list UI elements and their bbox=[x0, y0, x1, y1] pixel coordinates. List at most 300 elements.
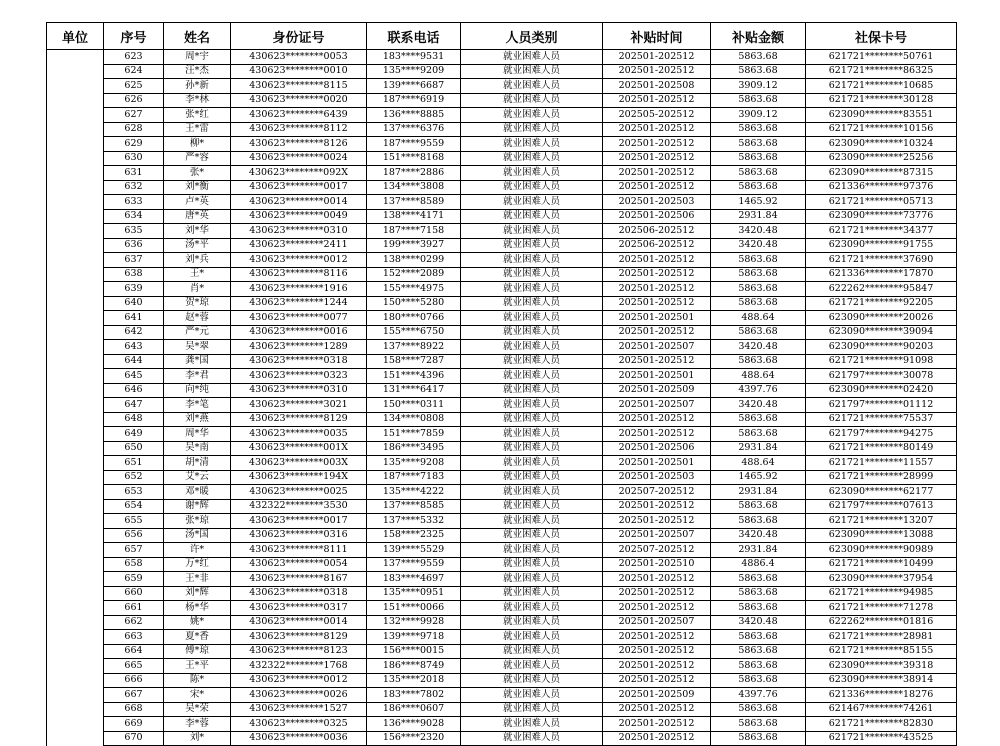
cell-category: 就业困难人员 bbox=[461, 108, 603, 123]
cell-category: 就业困难人员 bbox=[461, 137, 603, 152]
cell-id-number: 430623********0025 bbox=[231, 485, 367, 500]
cell-id-number: 430623********8116 bbox=[231, 267, 367, 282]
cell-subsidy-period: 202501-202512 bbox=[603, 93, 711, 108]
cell-social-card: 621721********10499 bbox=[806, 557, 957, 572]
cell-subsidy-period: 202501-202506 bbox=[603, 209, 711, 224]
cell-unit bbox=[47, 644, 104, 659]
cell-subsidy-period: 202501-202512 bbox=[603, 673, 711, 688]
cell-subsidy-period: 202501-202512 bbox=[603, 354, 711, 369]
table-row bbox=[47, 470, 957, 485]
cell-unit bbox=[47, 615, 104, 630]
cell-id-number: 430623********092X bbox=[231, 166, 367, 181]
cell-seq: 635 bbox=[104, 224, 164, 239]
table-row bbox=[47, 50, 957, 65]
cell-social-card: 623090********10324 bbox=[806, 137, 957, 152]
cell-phone: 134****3808 bbox=[367, 180, 461, 195]
cell-category: 就业困难人员 bbox=[461, 514, 603, 529]
cell-subsidy-period: 202501-202512 bbox=[603, 731, 711, 746]
cell-name: 严*容 bbox=[164, 151, 231, 166]
cell-unit bbox=[47, 441, 104, 456]
cell-seq: 663 bbox=[104, 630, 164, 645]
cell-unit bbox=[47, 50, 104, 65]
header-subsidy-amount: 补贴金额 bbox=[711, 23, 806, 50]
cell-unit bbox=[47, 485, 104, 500]
header-subsidy-period: 补贴时间 bbox=[603, 23, 711, 50]
cell-name: 万*红 bbox=[164, 557, 231, 572]
cell-seq: 632 bbox=[104, 180, 164, 195]
cell-social-card: 621721********37690 bbox=[806, 253, 957, 268]
cell-name: 傅*琼 bbox=[164, 644, 231, 659]
cell-subsidy-period: 202501-202512 bbox=[603, 166, 711, 181]
cell-phone: 135****9209 bbox=[367, 64, 461, 79]
cell-subsidy-period: 202501-202501 bbox=[603, 369, 711, 384]
cell-id-number: 430623********001X bbox=[231, 441, 367, 456]
cell-subsidy-period: 202501-202512 bbox=[603, 180, 711, 195]
cell-id-number: 430623********6439 bbox=[231, 108, 367, 123]
cell-phone: 135****9208 bbox=[367, 456, 461, 471]
cell-category: 就业困难人员 bbox=[461, 79, 603, 94]
cell-category: 就业困难人员 bbox=[461, 195, 603, 210]
cell-id-number: 430623********0317 bbox=[231, 601, 367, 616]
cell-seq: 657 bbox=[104, 543, 164, 558]
cell-social-card: 621721********94985 bbox=[806, 586, 957, 601]
cell-id-number: 430623********1527 bbox=[231, 702, 367, 717]
cell-phone: 151****7859 bbox=[367, 427, 461, 442]
cell-id-number: 430623********0310 bbox=[231, 383, 367, 398]
cell-subsidy-amount: 5863.68 bbox=[711, 572, 806, 587]
cell-category: 就业困难人员 bbox=[461, 557, 603, 572]
cell-id-number: 430623********0323 bbox=[231, 369, 367, 384]
cell-subsidy-amount: 5863.68 bbox=[711, 64, 806, 79]
cell-name: 赵*蓉 bbox=[164, 311, 231, 326]
cell-unit bbox=[47, 731, 104, 746]
cell-name: 刘*兵 bbox=[164, 253, 231, 268]
cell-category: 就业困难人员 bbox=[461, 702, 603, 717]
table-row bbox=[47, 79, 957, 94]
cell-phone: 138****4171 bbox=[367, 209, 461, 224]
cell-subsidy-amount: 3420.48 bbox=[711, 528, 806, 543]
table-row bbox=[47, 441, 957, 456]
cell-subsidy-period: 202501-202512 bbox=[603, 50, 711, 65]
cell-id-number: 430623********0017 bbox=[231, 180, 367, 195]
cell-unit bbox=[47, 470, 104, 485]
cell-social-card: 621721********82830 bbox=[806, 717, 957, 732]
cell-unit bbox=[47, 514, 104, 529]
cell-subsidy-period: 202501-202512 bbox=[603, 702, 711, 717]
cell-subsidy-period: 202501-202507 bbox=[603, 615, 711, 630]
cell-seq: 645 bbox=[104, 369, 164, 384]
cell-social-card: 623090********90989 bbox=[806, 543, 957, 558]
cell-unit bbox=[47, 383, 104, 398]
cell-seq: 647 bbox=[104, 398, 164, 413]
cell-social-card: 621336********17870 bbox=[806, 267, 957, 282]
cell-category: 就业困难人员 bbox=[461, 166, 603, 181]
cell-name: 李*笔 bbox=[164, 398, 231, 413]
header-row bbox=[47, 23, 957, 50]
cell-name: 孙*新 bbox=[164, 79, 231, 94]
cell-subsidy-amount: 2931.84 bbox=[711, 441, 806, 456]
table-row bbox=[47, 108, 957, 123]
cell-name: 周*华 bbox=[164, 427, 231, 442]
cell-subsidy-amount: 5863.68 bbox=[711, 514, 806, 529]
cell-unit bbox=[47, 673, 104, 688]
cell-name: 杨*华 bbox=[164, 601, 231, 616]
cell-phone: 186****3495 bbox=[367, 441, 461, 456]
cell-subsidy-period: 202501-202503 bbox=[603, 195, 711, 210]
cell-seq: 628 bbox=[104, 122, 164, 137]
cell-phone: 187****7158 bbox=[367, 224, 461, 239]
table-row bbox=[47, 644, 957, 659]
cell-id-number: 430623********8115 bbox=[231, 79, 367, 94]
cell-seq: 642 bbox=[104, 325, 164, 340]
cell-name: 唐*英 bbox=[164, 209, 231, 224]
cell-category: 就业困难人员 bbox=[461, 731, 603, 746]
cell-id-number: 430623********0325 bbox=[231, 717, 367, 732]
cell-social-card: 623090********02420 bbox=[806, 383, 957, 398]
table-row bbox=[47, 528, 957, 543]
cell-id-number: 430623********8167 bbox=[231, 572, 367, 587]
cell-unit bbox=[47, 79, 104, 94]
cell-phone: 135****0951 bbox=[367, 586, 461, 601]
cell-subsidy-amount: 5863.68 bbox=[711, 267, 806, 282]
cell-phone: 134****0808 bbox=[367, 412, 461, 427]
cell-phone: 137****8585 bbox=[367, 499, 461, 514]
table-row bbox=[47, 398, 957, 413]
cell-subsidy-period: 202501-202508 bbox=[603, 79, 711, 94]
cell-subsidy-amount: 5863.68 bbox=[711, 427, 806, 442]
cell-unit bbox=[47, 195, 104, 210]
cell-social-card: 621336********97376 bbox=[806, 180, 957, 195]
cell-subsidy-amount: 4397.76 bbox=[711, 688, 806, 703]
cell-unit bbox=[47, 572, 104, 587]
cell-category: 就业困难人员 bbox=[461, 528, 603, 543]
cell-unit bbox=[47, 137, 104, 152]
table-row bbox=[47, 688, 957, 703]
cell-subsidy-period: 202501-202512 bbox=[603, 296, 711, 311]
cell-unit bbox=[47, 180, 104, 195]
cell-name: 艾*云 bbox=[164, 470, 231, 485]
cell-unit bbox=[47, 543, 104, 558]
cell-seq: 665 bbox=[104, 659, 164, 674]
cell-subsidy-period: 202501-202507 bbox=[603, 340, 711, 355]
cell-id-number: 430623********8123 bbox=[231, 644, 367, 659]
cell-social-card: 623090********73776 bbox=[806, 209, 957, 224]
cell-name: 陈* bbox=[164, 673, 231, 688]
cell-social-card: 623090********37954 bbox=[806, 572, 957, 587]
cell-seq: 626 bbox=[104, 93, 164, 108]
cell-id-number: 430623********0014 bbox=[231, 195, 367, 210]
cell-subsidy-period: 202506-202512 bbox=[603, 238, 711, 253]
cell-id-number: 430623********0026 bbox=[231, 688, 367, 703]
cell-phone: 156****0015 bbox=[367, 644, 461, 659]
cell-seq: 634 bbox=[104, 209, 164, 224]
cell-phone: 151****4396 bbox=[367, 369, 461, 384]
cell-unit bbox=[47, 311, 104, 326]
cell-id-number: 430623********0318 bbox=[231, 354, 367, 369]
cell-id-number: 430623********1244 bbox=[231, 296, 367, 311]
cell-subsidy-period: 202501-202509 bbox=[603, 383, 711, 398]
cell-name: 刘*辉 bbox=[164, 586, 231, 601]
cell-name: 胡*清 bbox=[164, 456, 231, 471]
cell-name: 邓*暖 bbox=[164, 485, 231, 500]
table-row bbox=[47, 369, 957, 384]
table-row bbox=[47, 456, 957, 471]
cell-social-card: 623090********39094 bbox=[806, 325, 957, 340]
cell-subsidy-period: 202501-202512 bbox=[603, 630, 711, 645]
cell-name: 王*非 bbox=[164, 572, 231, 587]
header-social-card: 社保卡号 bbox=[806, 23, 957, 50]
cell-seq: 639 bbox=[104, 282, 164, 297]
table-row bbox=[47, 253, 957, 268]
cell-subsidy-amount: 488.64 bbox=[711, 456, 806, 471]
table-row bbox=[47, 340, 957, 355]
cell-unit bbox=[47, 340, 104, 355]
table-row bbox=[47, 514, 957, 529]
cell-seq: 638 bbox=[104, 267, 164, 282]
cell-phone: 186****0607 bbox=[367, 702, 461, 717]
cell-subsidy-amount: 2931.84 bbox=[711, 543, 806, 558]
cell-name: 谢*辉 bbox=[164, 499, 231, 514]
cell-phone: 131****6417 bbox=[367, 383, 461, 398]
cell-id-number: 430623********8126 bbox=[231, 137, 367, 152]
cell-unit bbox=[47, 282, 104, 297]
cell-unit bbox=[47, 296, 104, 311]
cell-id-number: 430623********8112 bbox=[231, 122, 367, 137]
cell-seq: 652 bbox=[104, 470, 164, 485]
table-row bbox=[47, 64, 957, 79]
cell-phone: 183****9531 bbox=[367, 50, 461, 65]
cell-subsidy-amount: 5863.68 bbox=[711, 122, 806, 137]
cell-seq: 644 bbox=[104, 354, 164, 369]
cell-id-number: 430623********0035 bbox=[231, 427, 367, 442]
cell-category: 就业困难人员 bbox=[461, 325, 603, 340]
cell-subsidy-period: 202501-202503 bbox=[603, 470, 711, 485]
cell-name: 汤*国 bbox=[164, 528, 231, 543]
cell-category: 就业困难人员 bbox=[461, 209, 603, 224]
cell-category: 就业困难人员 bbox=[461, 412, 603, 427]
cell-seq: 631 bbox=[104, 166, 164, 181]
cell-subsidy-period: 202501-202512 bbox=[603, 717, 711, 732]
header-seq: 序号 bbox=[104, 23, 164, 50]
cell-id-number: 430623********0010 bbox=[231, 64, 367, 79]
cell-phone: 155****6750 bbox=[367, 325, 461, 340]
cell-subsidy-amount: 5863.68 bbox=[711, 325, 806, 340]
cell-phone: 180****0766 bbox=[367, 311, 461, 326]
cell-phone: 137****9559 bbox=[367, 557, 461, 572]
cell-social-card: 622262********01816 bbox=[806, 615, 957, 630]
cell-name: 贺*琼 bbox=[164, 296, 231, 311]
table-row bbox=[47, 702, 957, 717]
cell-category: 就业困难人员 bbox=[461, 572, 603, 587]
cell-social-card: 621721********10685 bbox=[806, 79, 957, 94]
cell-name: 向*纯 bbox=[164, 383, 231, 398]
cell-subsidy-amount: 5863.68 bbox=[711, 717, 806, 732]
cell-category: 就业困难人员 bbox=[461, 673, 603, 688]
table-row bbox=[47, 485, 957, 500]
cell-phone: 183****4697 bbox=[367, 572, 461, 587]
cell-seq: 658 bbox=[104, 557, 164, 572]
cell-subsidy-amount: 5863.68 bbox=[711, 166, 806, 181]
cell-social-card: 621336********18276 bbox=[806, 688, 957, 703]
cell-subsidy-period: 202501-202512 bbox=[603, 586, 711, 601]
cell-category: 就业困难人员 bbox=[461, 238, 603, 253]
cell-name: 宋* bbox=[164, 688, 231, 703]
table-row bbox=[47, 673, 957, 688]
cell-social-card: 621721********80149 bbox=[806, 441, 957, 456]
cell-seq: 636 bbox=[104, 238, 164, 253]
cell-subsidy-amount: 3420.48 bbox=[711, 340, 806, 355]
cell-seq: 660 bbox=[104, 586, 164, 601]
cell-id-number: 430623********0012 bbox=[231, 253, 367, 268]
table-row bbox=[47, 557, 957, 572]
header-unit: 单位 bbox=[47, 23, 104, 50]
cell-subsidy-amount: 5863.68 bbox=[711, 180, 806, 195]
cell-category: 就业困难人员 bbox=[461, 659, 603, 674]
cell-category: 就业困难人员 bbox=[461, 586, 603, 601]
table-row bbox=[47, 630, 957, 645]
cell-social-card: 623090********91755 bbox=[806, 238, 957, 253]
cell-subsidy-period: 202501-202512 bbox=[603, 412, 711, 427]
cell-social-card: 621721********50761 bbox=[806, 50, 957, 65]
cell-social-card: 621721********86325 bbox=[806, 64, 957, 79]
cell-phone: 187****6919 bbox=[367, 93, 461, 108]
table-body bbox=[47, 50, 957, 746]
cell-subsidy-period: 202501-202510 bbox=[603, 557, 711, 572]
cell-unit bbox=[47, 93, 104, 108]
cell-phone: 187****7183 bbox=[367, 470, 461, 485]
cell-social-card: 623090********38914 bbox=[806, 673, 957, 688]
table-row bbox=[47, 717, 957, 732]
cell-phone: 132****9928 bbox=[367, 615, 461, 630]
cell-phone: 152****2089 bbox=[367, 267, 461, 282]
cell-subsidy-amount: 2931.84 bbox=[711, 209, 806, 224]
cell-social-card: 623090********90203 bbox=[806, 340, 957, 355]
cell-unit bbox=[47, 717, 104, 732]
cell-id-number: 430623********0316 bbox=[231, 528, 367, 543]
cell-category: 就业困难人员 bbox=[461, 311, 603, 326]
cell-subsidy-period: 202506-202512 bbox=[603, 224, 711, 239]
cell-subsidy-amount: 5863.68 bbox=[711, 354, 806, 369]
cell-unit bbox=[47, 108, 104, 123]
table-row bbox=[47, 427, 957, 442]
cell-name: 吴*南 bbox=[164, 441, 231, 456]
cell-phone: 187****9559 bbox=[367, 137, 461, 152]
cell-social-card: 621721********28999 bbox=[806, 470, 957, 485]
cell-name: 龚*国 bbox=[164, 354, 231, 369]
cell-subsidy-period: 202501-202512 bbox=[603, 151, 711, 166]
cell-subsidy-period: 202501-202512 bbox=[603, 122, 711, 137]
cell-category: 就业困难人员 bbox=[461, 354, 603, 369]
cell-unit bbox=[47, 601, 104, 616]
cell-subsidy-amount: 5863.68 bbox=[711, 282, 806, 297]
cell-category: 就业困难人员 bbox=[461, 456, 603, 471]
cell-unit bbox=[47, 427, 104, 442]
cell-social-card: 622262********95847 bbox=[806, 282, 957, 297]
cell-category: 就业困难人员 bbox=[461, 267, 603, 282]
table-row bbox=[47, 238, 957, 253]
cell-seq: 641 bbox=[104, 311, 164, 326]
cell-id-number: 430623********0024 bbox=[231, 151, 367, 166]
cell-social-card: 621721********13207 bbox=[806, 514, 957, 529]
cell-category: 就业困难人员 bbox=[461, 93, 603, 108]
cell-id-number: 430623********0036 bbox=[231, 731, 367, 746]
cell-social-card: 621721********05713 bbox=[806, 195, 957, 210]
cell-subsidy-period: 202501-202512 bbox=[603, 499, 711, 514]
cell-category: 就业困难人员 bbox=[461, 601, 603, 616]
cell-subsidy-period: 202501-202512 bbox=[603, 64, 711, 79]
cell-name: 王*平 bbox=[164, 659, 231, 674]
cell-phone: 135****2018 bbox=[367, 673, 461, 688]
cell-unit bbox=[47, 64, 104, 79]
cell-category: 就业困难人员 bbox=[461, 688, 603, 703]
cell-id-number: 430623********0017 bbox=[231, 514, 367, 529]
cell-subsidy-amount: 5863.68 bbox=[711, 644, 806, 659]
cell-subsidy-amount: 5863.68 bbox=[711, 50, 806, 65]
cell-category: 就业困难人员 bbox=[461, 470, 603, 485]
cell-subsidy-period: 202501-202512 bbox=[603, 659, 711, 674]
cell-seq: 662 bbox=[104, 615, 164, 630]
cell-phone: 150****0311 bbox=[367, 398, 461, 413]
cell-subsidy-period: 202507-202512 bbox=[603, 485, 711, 500]
cell-category: 就业困难人员 bbox=[461, 151, 603, 166]
cell-subsidy-amount: 488.64 bbox=[711, 369, 806, 384]
cell-phone: 156****2320 bbox=[367, 731, 461, 746]
header-category: 人员类别 bbox=[461, 23, 603, 50]
cell-id-number: 430623********0077 bbox=[231, 311, 367, 326]
header-name: 姓名 bbox=[164, 23, 231, 50]
cell-name: 肖* bbox=[164, 282, 231, 297]
cell-social-card: 623090********20026 bbox=[806, 311, 957, 326]
cell-category: 就业困难人员 bbox=[461, 122, 603, 137]
table-row bbox=[47, 354, 957, 369]
cell-category: 就业困难人员 bbox=[461, 253, 603, 268]
table-row bbox=[47, 383, 957, 398]
cell-category: 就业困难人员 bbox=[461, 427, 603, 442]
table-row bbox=[47, 572, 957, 587]
cell-name: 张*红 bbox=[164, 108, 231, 123]
cell-seq: 669 bbox=[104, 717, 164, 732]
cell-subsidy-amount: 5863.68 bbox=[711, 673, 806, 688]
cell-subsidy-amount: 3909.12 bbox=[711, 108, 806, 123]
cell-subsidy-amount: 5863.68 bbox=[711, 702, 806, 717]
cell-id-number: 430623********0318 bbox=[231, 586, 367, 601]
cell-subsidy-period: 202501-202512 bbox=[603, 137, 711, 152]
cell-id-number: 430623********0016 bbox=[231, 325, 367, 340]
table-row bbox=[47, 180, 957, 195]
table-row bbox=[47, 325, 957, 340]
cell-unit bbox=[47, 528, 104, 543]
cell-name: 汪*杰 bbox=[164, 64, 231, 79]
cell-seq: 666 bbox=[104, 673, 164, 688]
cell-subsidy-period: 202501-202512 bbox=[603, 644, 711, 659]
cell-seq: 659 bbox=[104, 572, 164, 587]
cell-name: 吴*荣 bbox=[164, 702, 231, 717]
cell-unit bbox=[47, 267, 104, 282]
cell-social-card: 621721********34377 bbox=[806, 224, 957, 239]
cell-subsidy-amount: 1465.92 bbox=[711, 470, 806, 485]
cell-seq: 627 bbox=[104, 108, 164, 123]
table-row bbox=[47, 209, 957, 224]
table-row bbox=[47, 151, 957, 166]
cell-phone: 151****0066 bbox=[367, 601, 461, 616]
cell-unit bbox=[47, 398, 104, 413]
cell-category: 就业困难人员 bbox=[461, 543, 603, 558]
cell-subsidy-period: 202501-202512 bbox=[603, 572, 711, 587]
cell-id-number: 430623********0012 bbox=[231, 673, 367, 688]
cell-category: 就业困难人员 bbox=[461, 717, 603, 732]
cell-seq: 640 bbox=[104, 296, 164, 311]
subsidy-table bbox=[46, 22, 957, 746]
